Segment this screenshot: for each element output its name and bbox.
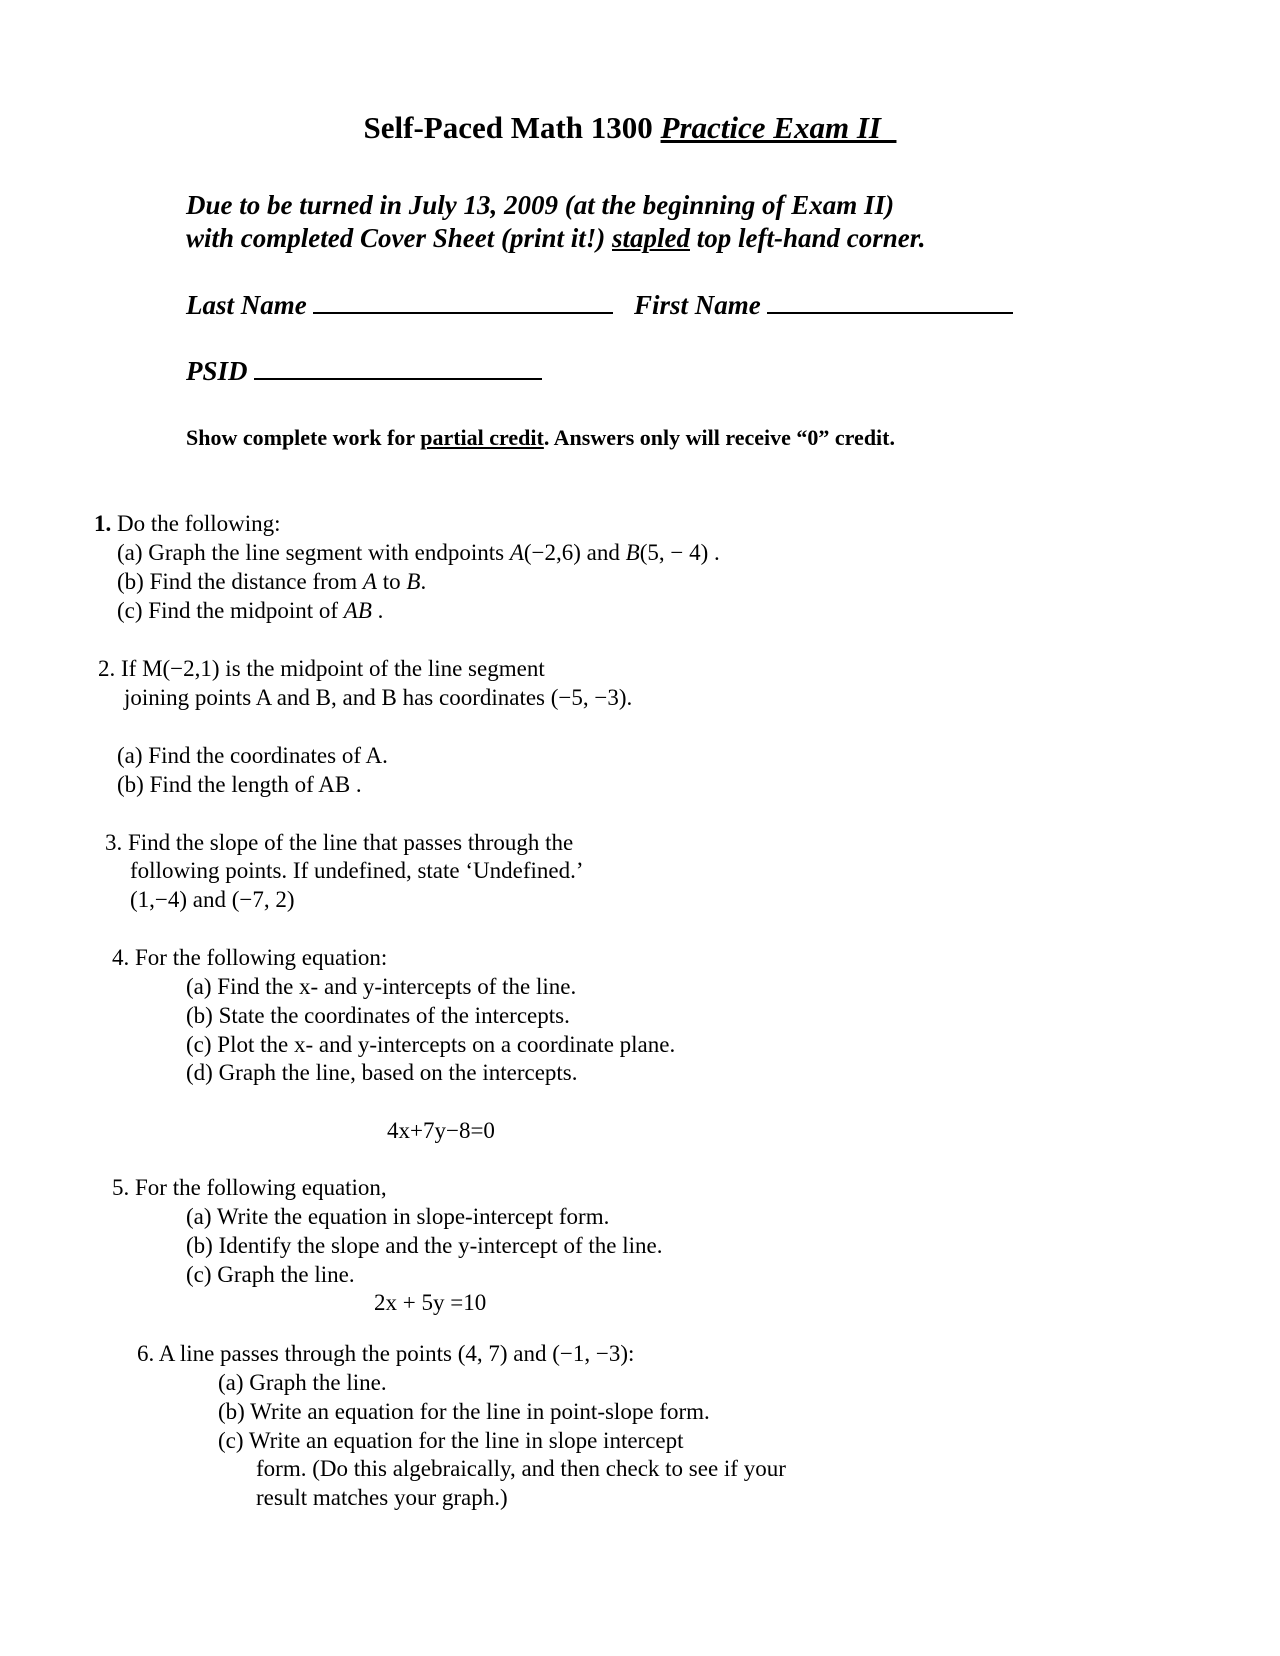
q5-line-1: 5. For the following equation, bbox=[112, 1175, 387, 1200]
q6-line-1: 6. A line passes through the points (4, 7) and (−1, −3): bbox=[137, 1341, 635, 1366]
q1-b-mid: to bbox=[376, 569, 407, 594]
q1-c-AB: AB bbox=[343, 598, 372, 623]
q4-b: (b) State the coordinates of the intercepts. bbox=[186, 1003, 570, 1028]
due-line-1: Due to be turned in July 13, 2009 (at the beginning of Exam II) bbox=[186, 190, 895, 220]
instructions bbox=[186, 425, 895, 451]
q5-c: (c) Graph the line. bbox=[186, 1262, 355, 1287]
instructions-b: . Answers only will receive “0” credit. bbox=[543, 425, 895, 450]
q3-line-2: following points. If undefined, state ‘Undefined.’ bbox=[130, 858, 584, 883]
q6-c-2: form. (Do this algebraically, and then check to see if your bbox=[256, 1456, 786, 1481]
q3-line-1: 3. Find the slope of the line that passes through the bbox=[105, 830, 574, 855]
q4-a: (a) Find the x- and y-intercepts of the line. bbox=[186, 974, 577, 999]
q5-equation: 2x + 5y =10 bbox=[374, 1290, 487, 1315]
page-title bbox=[0, 110, 1260, 146]
psid-label: PSID bbox=[186, 356, 248, 386]
q2-b: (b) Find the length of AB . bbox=[117, 772, 362, 797]
q1-b-A: A bbox=[362, 569, 377, 594]
q1-a-A: A bbox=[509, 540, 524, 565]
q1-a-end: (5, − 4) . bbox=[639, 540, 720, 565]
due-line-2-a: with completed Cover Sheet (print it!) bbox=[186, 223, 612, 253]
q2-line-1: 2. If M(−2,1) is the midpoint of the line segment bbox=[98, 656, 545, 681]
q1-b-end: . bbox=[420, 569, 427, 594]
instructions-partial-credit: partial credit bbox=[420, 425, 544, 450]
first-name-label: First Name bbox=[634, 290, 761, 320]
due-stapled: stapled bbox=[612, 223, 690, 253]
q1-a bbox=[117, 538, 720, 567]
due-line-2-b: top left-hand corner. bbox=[690, 223, 926, 253]
q4-line-1: 4. For the following equation: bbox=[112, 945, 388, 970]
due-line-2 bbox=[186, 223, 926, 254]
q6-c-1: (c) Write an equation for the line in slope intercept bbox=[218, 1428, 684, 1453]
q1-b-B: B bbox=[406, 569, 421, 594]
last-name-label: Last Name bbox=[186, 290, 307, 320]
last-name-blank[interactable] bbox=[313, 292, 613, 314]
q1-a-B: B bbox=[625, 540, 640, 565]
q1-b-pre: (b) Find the distance from bbox=[117, 569, 363, 594]
q2-a: (a) Find the coordinates of A. bbox=[117, 743, 388, 768]
q1-a-pre: (a) Graph the line segment with endpoints bbox=[117, 540, 510, 565]
first-name-field[interactable] bbox=[634, 290, 1013, 321]
q5-b: (b) Identify the slope and the y-intercept of the line. bbox=[186, 1233, 663, 1258]
q1-lead bbox=[94, 509, 281, 538]
q1-c bbox=[117, 596, 383, 625]
q2-line-2: joining points A and B, and B has coordinates (−5, −3). bbox=[124, 685, 633, 710]
title-underlined: Practice Exam II_ bbox=[660, 110, 897, 145]
first-name-blank[interactable] bbox=[767, 292, 1013, 314]
psid-blank[interactable] bbox=[254, 358, 542, 380]
q1-b bbox=[117, 567, 426, 596]
q1-lead-text: Do the following: bbox=[111, 511, 281, 536]
q1-number: 1. bbox=[94, 511, 112, 536]
q4-d: (d) Graph the line, based on the intercepts. bbox=[186, 1060, 578, 1085]
title-plain: Self-Paced Math 1300 bbox=[363, 110, 661, 145]
q4-c: (c) Plot the x- and y-intercepts on a coordinate plane. bbox=[186, 1032, 676, 1057]
q6-b: (b) Write an equation for the line in point-slope form. bbox=[218, 1399, 710, 1424]
instructions-a: Show complete work for bbox=[186, 425, 421, 450]
q1-a-mid: (−2,6) and bbox=[523, 540, 626, 565]
q1-c-pre: (c) Find the midpoint of bbox=[117, 598, 344, 623]
q3-line-3: (1,−4) and (−7, 2) bbox=[130, 887, 295, 912]
q6-a: (a) Graph the line. bbox=[218, 1370, 387, 1395]
psid-field[interactable] bbox=[186, 356, 542, 387]
q5-a: (a) Write the equation in slope-intercept form. bbox=[186, 1204, 610, 1229]
q1-c-end: . bbox=[371, 598, 384, 623]
q4-equation: 4x+7y−8=0 bbox=[387, 1118, 495, 1143]
q6-c-3: result matches your graph.) bbox=[256, 1485, 508, 1510]
last-name-field[interactable] bbox=[186, 290, 613, 321]
